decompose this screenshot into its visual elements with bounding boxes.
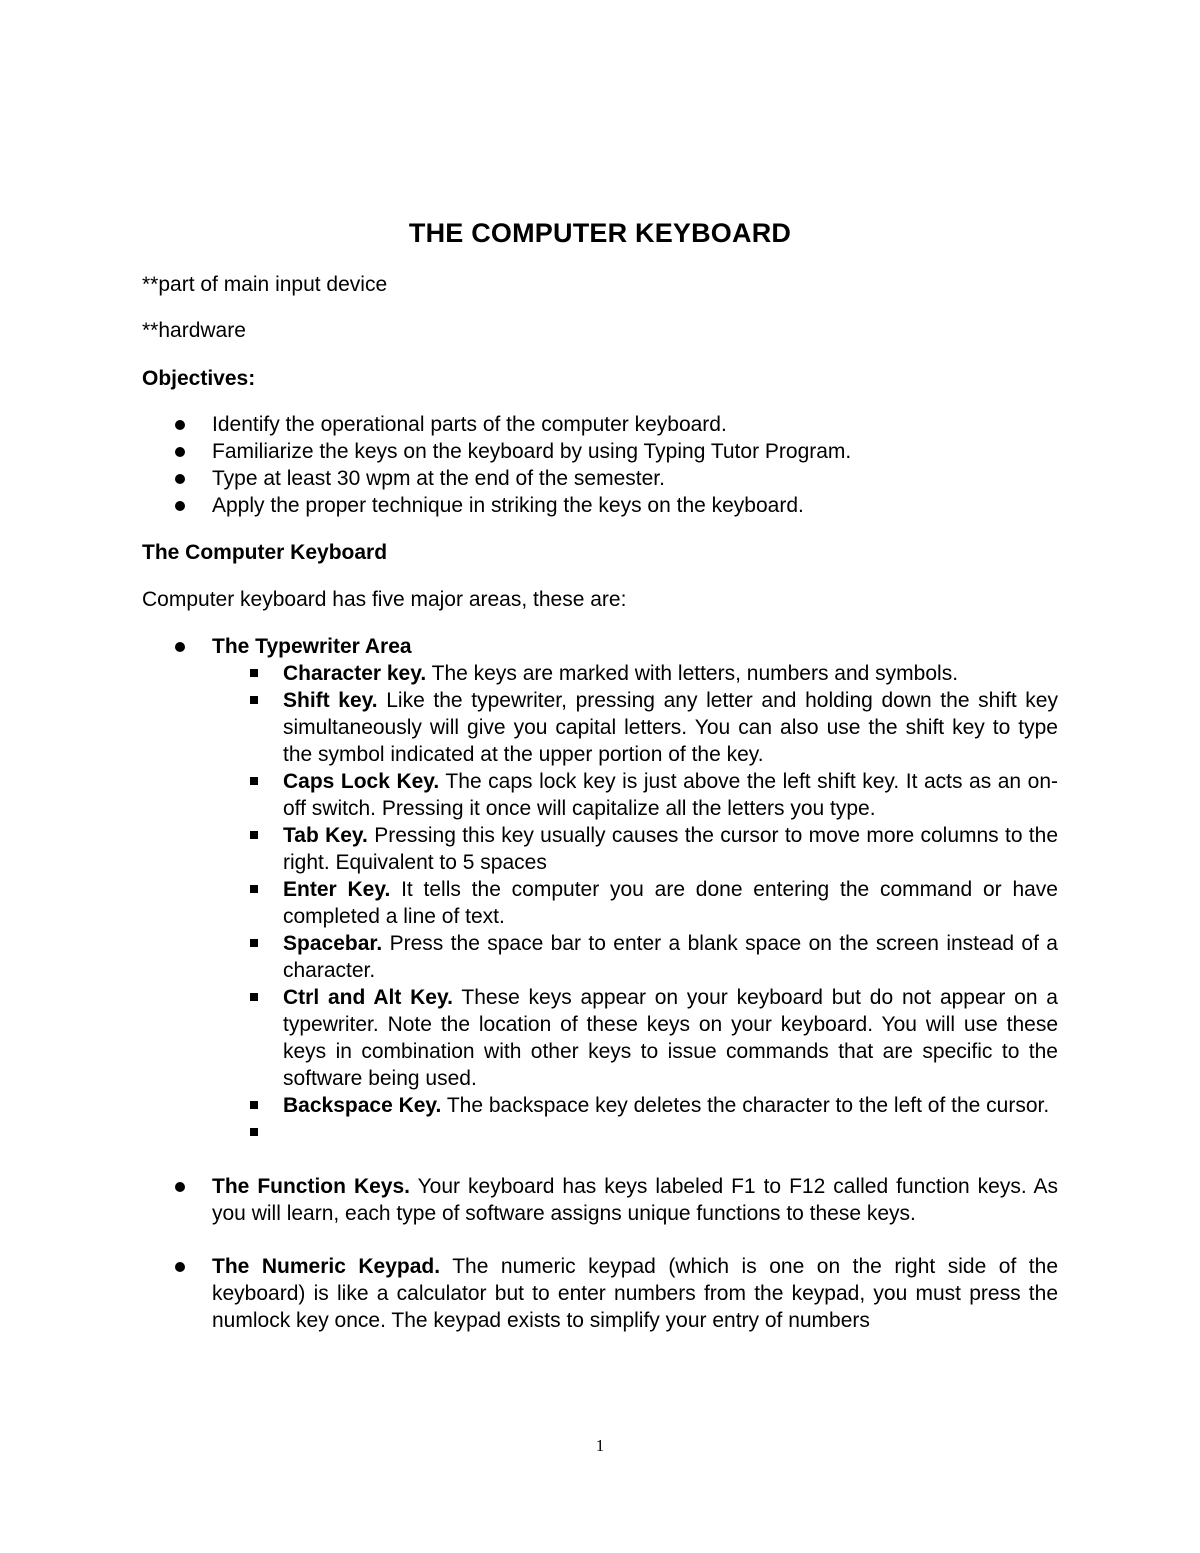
key-item-empty xyxy=(212,1119,1058,1146)
square-bullet-icon xyxy=(250,993,258,1001)
key-term: Ctrl and Alt Key. xyxy=(283,986,453,1009)
key-term: Backspace Key. xyxy=(283,1094,442,1117)
square-bullet-icon xyxy=(250,696,258,704)
key-item-ctrl-alt xyxy=(212,984,1058,1092)
note-hardware: **hardware xyxy=(142,319,246,342)
bullet-icon xyxy=(175,642,185,652)
bullet-icon xyxy=(175,447,185,457)
objectives-list xyxy=(142,411,1058,519)
key-description: These keys appear on your keyboard but do not appear on a typewriter. Note the location of these keys on your keyboard. You will use these keys in combination with other keys to issue commands that are specific to the software being used. xyxy=(283,986,1058,1090)
area-numeric-keypad xyxy=(142,1253,1058,1334)
page-number: 1 xyxy=(595,1436,605,1455)
key-item-tab xyxy=(212,822,1058,876)
area-title: The Typewriter Area xyxy=(212,635,412,658)
bullet-icon xyxy=(175,1262,185,1272)
objective-text: Type at least 30 wpm at the end of the semester. xyxy=(212,467,665,490)
bullet-icon xyxy=(175,420,185,430)
square-bullet-icon xyxy=(250,885,258,893)
key-description: The backspace key deletes the character to the left of the cursor. xyxy=(441,1094,1050,1117)
section-heading: The Computer Keyboard xyxy=(142,541,388,564)
key-item-caps-lock xyxy=(212,768,1058,822)
page-title: THE COMPUTER KEYBOARD xyxy=(408,218,792,248)
objective-item xyxy=(142,438,1058,465)
square-bullet-icon xyxy=(250,831,258,839)
key-term: Spacebar. xyxy=(283,932,383,955)
bullet-icon xyxy=(175,1182,185,1192)
key-description: Press the space bar to enter a blank space on the screen instead of a character. xyxy=(283,932,1058,982)
objective-text: Identify the operational parts of the computer keyboard. xyxy=(212,413,727,436)
area-typewriter xyxy=(142,633,1058,1146)
objectives-heading: Objectives: xyxy=(142,367,256,390)
note-input-device: **part of main input device xyxy=(142,273,388,296)
objective-item xyxy=(142,411,1058,438)
area-function-keys xyxy=(142,1173,1058,1227)
typewriter-keys-list xyxy=(212,660,1058,1146)
bullet-icon xyxy=(175,474,185,484)
key-item-character xyxy=(212,660,1058,687)
square-bullet-icon xyxy=(250,777,258,785)
square-bullet-icon xyxy=(250,1128,258,1136)
key-term: Character key. xyxy=(283,662,427,685)
key-description: The keys are marked with letters, numbers and symbols. xyxy=(426,662,959,685)
objective-text: Familiarize the keys on the keyboard by using Typing Tutor Program. xyxy=(212,440,852,463)
area-term: The Function Keys. xyxy=(212,1175,410,1198)
area-term: The Numeric Keypad. xyxy=(212,1255,441,1278)
objective-item xyxy=(142,465,1058,492)
square-bullet-icon xyxy=(250,1101,258,1109)
square-bullet-icon xyxy=(250,939,258,947)
bullet-icon xyxy=(175,501,185,511)
key-term: Tab Key. xyxy=(283,824,368,847)
key-description: Like the typewriter, pressing any letter and holding down the shift key simultaneously will give you capital letters. You can also use the shift key to type the symbol indicated at the upper portion of the key. xyxy=(283,689,1058,766)
key-term: Shift key. xyxy=(283,689,378,712)
key-item-shift xyxy=(212,687,1058,768)
objective-item xyxy=(142,492,1058,519)
key-description: It tells the computer you are done entering the command or have completed a line of text. xyxy=(283,878,1058,928)
keyboard-areas-list xyxy=(142,633,1058,1334)
area-description: The numeric keypad (which is one on the right side of the keyboard) is like a calculator but to enter numbers from the keypad, you must press the numlock key once. The keypad exists to simplify your entry of numbers xyxy=(212,1255,1058,1332)
key-description: The caps lock key is just above the left shift key. It acts as an on-off switch. Pressing it once will capitalize all the letters you type. xyxy=(283,770,1058,820)
key-item-spacebar xyxy=(212,930,1058,984)
intro-text: Computer keyboard has five major areas, these are: xyxy=(142,588,627,611)
key-description: Pressing this key usually causes the cursor to move more columns to the right. Equivalent to 5 spaces xyxy=(283,824,1058,874)
key-item-backspace xyxy=(212,1092,1058,1119)
square-bullet-icon xyxy=(250,669,258,677)
area-description: Your keyboard has keys labeled F1 to F12 called function keys. As you will learn, each type of software assigns unique functions to these keys. xyxy=(212,1175,1059,1225)
key-term: Caps Lock Key. xyxy=(283,770,440,793)
objective-text: Apply the proper technique in striking the keys on the keyboard. xyxy=(212,494,804,517)
key-term: Enter Key. xyxy=(283,878,391,901)
key-item-enter xyxy=(212,876,1058,930)
